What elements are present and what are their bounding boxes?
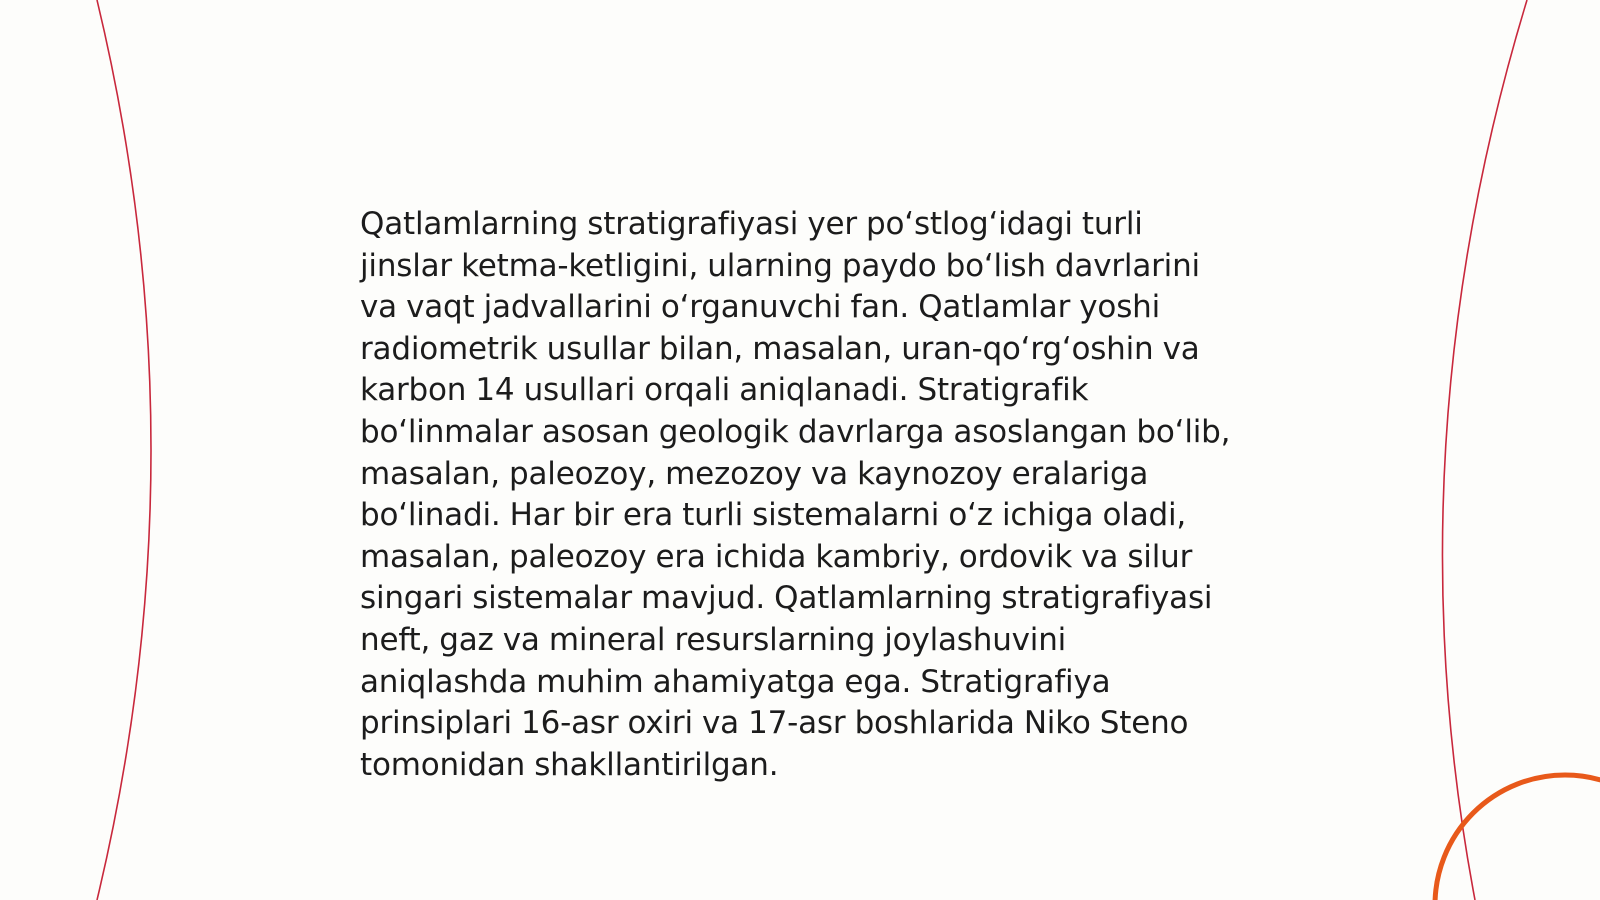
body-paragraph: Qatlamlarning stratigrafiyasi yer poʻstlogʻidagi turli jinslar ketma-ketligini, ularning paydo boʻlish davrlarini va vaqt jadvallarini oʻrganuvchi fan. Qatlamlar yoshi radiometrik usullar bilan, masalan, uran-qoʻrgʻoshin va karbon 14 usullari orqali aniqlanadi. Stratigrafik boʻlinmalar asosan geologik davrlarga asoslangan boʻlib, masalan, paleozoy, mezozoy va kaynozoy eralariga boʻlinadi. Har bir era turli sistemalarni oʻz ichiga oladi, masalan, paleozoy era ichida kambriy, ordovik va silur singari sistemalar mavjud. Qatlamlarning stratigrafiyasi neft, gaz va mineral resurslarning joylashuvini aniqlashda muhim ahamiyatga ega. Stratigrafiya prinsiplari 16-asr oxiri va 17-asr boshlarida Niko Steno tomonidan shakllantirilgan. (360, 206, 1231, 783)
left-arc-line (97, 0, 151, 900)
right-arc-line (1442, 0, 1527, 900)
orange-circle-outline (1435, 775, 1600, 900)
